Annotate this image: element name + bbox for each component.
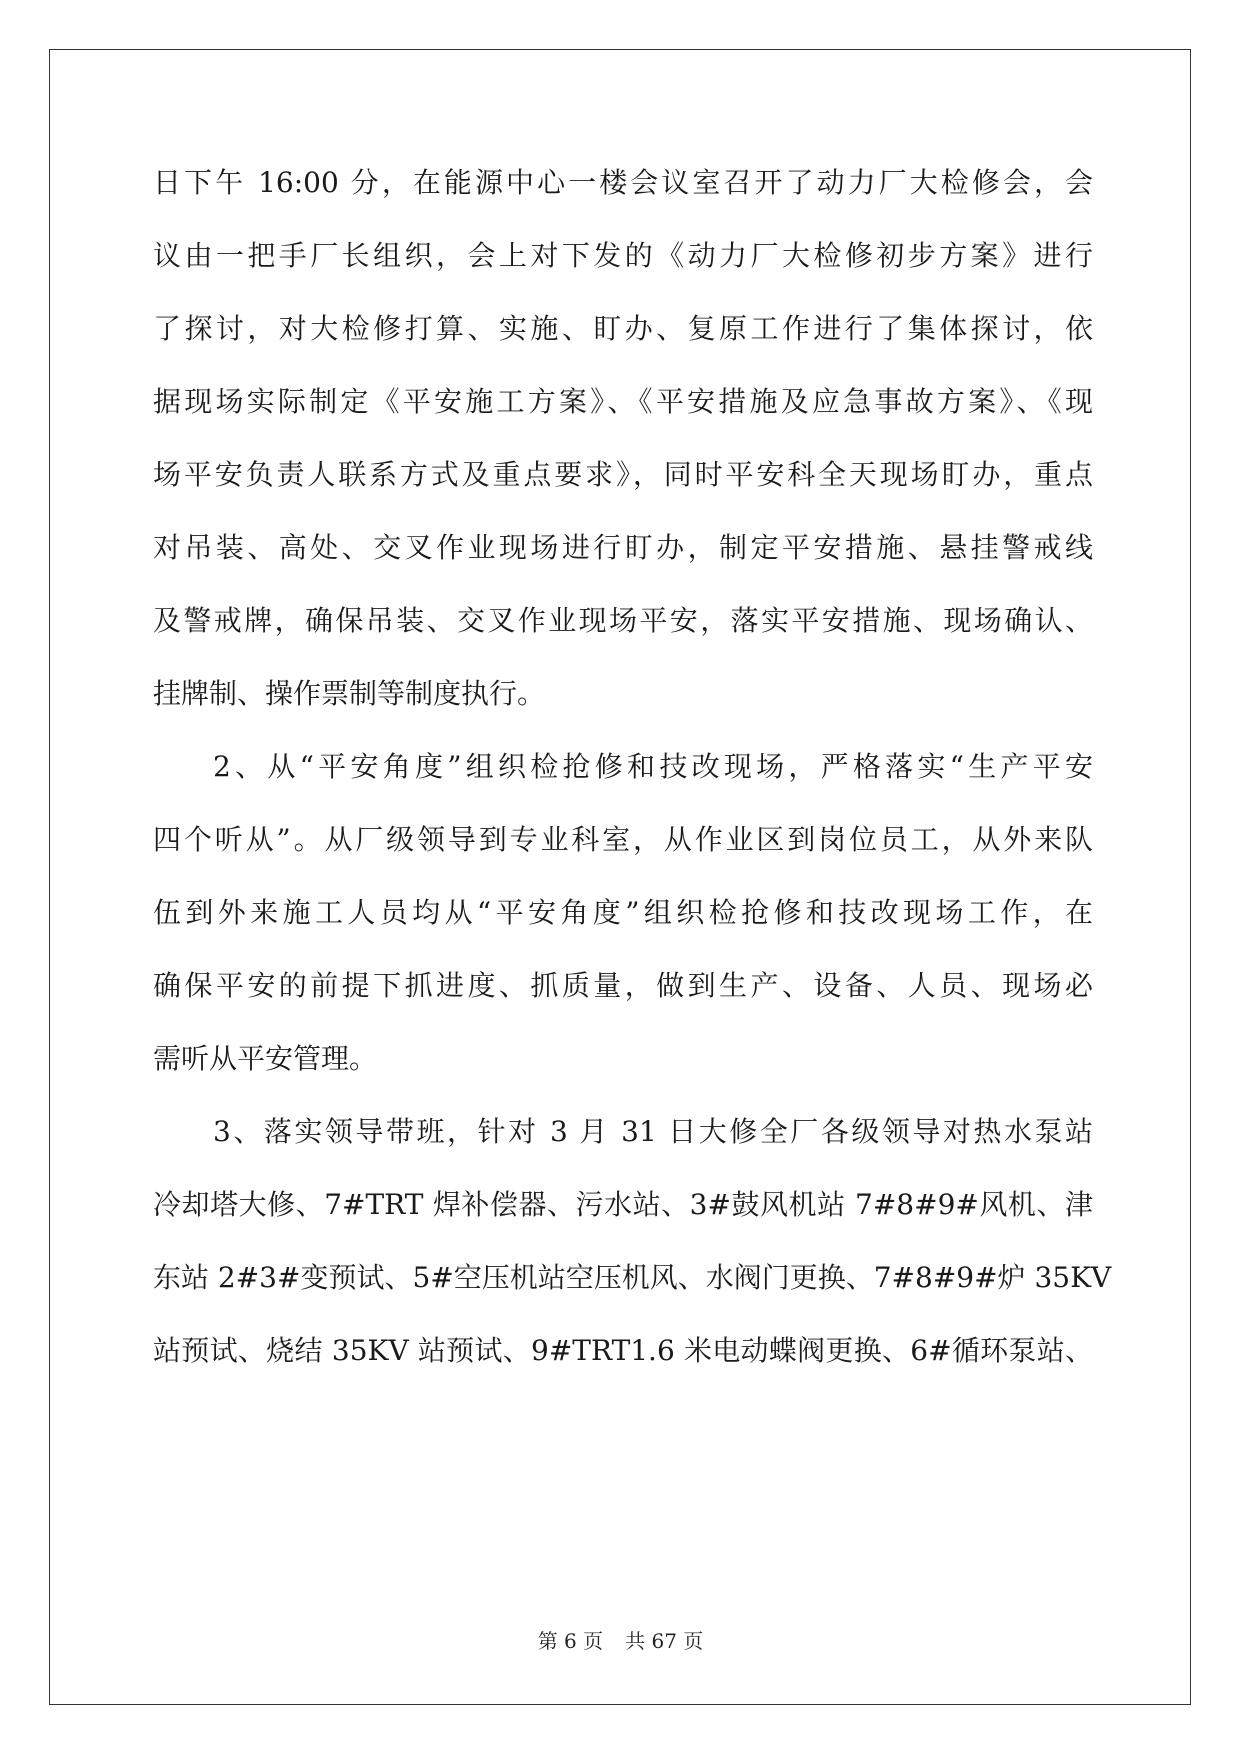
text-line: 场平安负责人联系方式及重点要求》，同时平安科全天现场盯办，重点 bbox=[153, 458, 1093, 491]
text-line: 日下午 16:00 分，在能源中心一楼会议室召开了动力厂大检修会，会 bbox=[153, 166, 1093, 199]
text-line: 议由一把手厂长组织，会上对下发的《动力厂大检修初步方案》进行 bbox=[153, 239, 1093, 272]
page-total: 共 67 页 bbox=[625, 1629, 704, 1653]
text-line: 东站 2#3#变预试、5#空压机站空压机风、水阀门更换、7#8#9#炉 35KV bbox=[153, 1261, 1112, 1294]
text-line: 伍到外来施工人员均从“平安角度”组织检抢修和技改现场工作，在 bbox=[153, 896, 1093, 929]
page-border bbox=[49, 49, 1191, 1705]
text-line: 冷却塔大修、7#TRT 焊补偿器、污水站、3#鼓风机站 7#8#9#风机、津 bbox=[153, 1188, 1093, 1221]
text-line: 了探讨，对大检修打算、实施、盯办、复原工作进行了集体探讨，依 bbox=[153, 312, 1093, 345]
text-line: 站预试、烧结 35KV 站预试、9#TRT1.6 米电动蝶阀更换、6#循环泵站、 bbox=[153, 1334, 1093, 1367]
text-line: 及警戒牌，确保吊装、交叉作业现场平安，落实平安措施、现场确认、 bbox=[153, 604, 1093, 637]
text-line: 四个听从”。从厂级领导到专业科室，从作业区到岗位员工，从外来队 bbox=[153, 823, 1093, 856]
page-footer bbox=[0, 1627, 1241, 1655]
text-line: 据现场实际制定《平安施工方案》、《平安措施及应急事故方案》、《现 bbox=[153, 385, 1093, 418]
paragraph-start: 3、落实领导带班，针对 3 月 31 日大修全厂各级领导对热水泵站 bbox=[213, 1115, 1093, 1148]
text-line: 对吊装、高处、交叉作业现场进行盯办，制定平安措施、悬挂警戒线 bbox=[153, 531, 1093, 564]
text-line: 挂牌制、操作票制等制度执行。 bbox=[153, 677, 546, 710]
text-line: 确保平安的前提下抓进度、抓质量，做到生产、设备、人员、现场必 bbox=[153, 969, 1093, 1002]
page-number: 第 6 页 bbox=[537, 1629, 604, 1653]
paragraph-start: 2、从“平安角度”组织检抢修和技改现场，严格落实“生产平安 bbox=[213, 750, 1093, 783]
text-line: 需听从平安管理。 bbox=[153, 1042, 378, 1075]
